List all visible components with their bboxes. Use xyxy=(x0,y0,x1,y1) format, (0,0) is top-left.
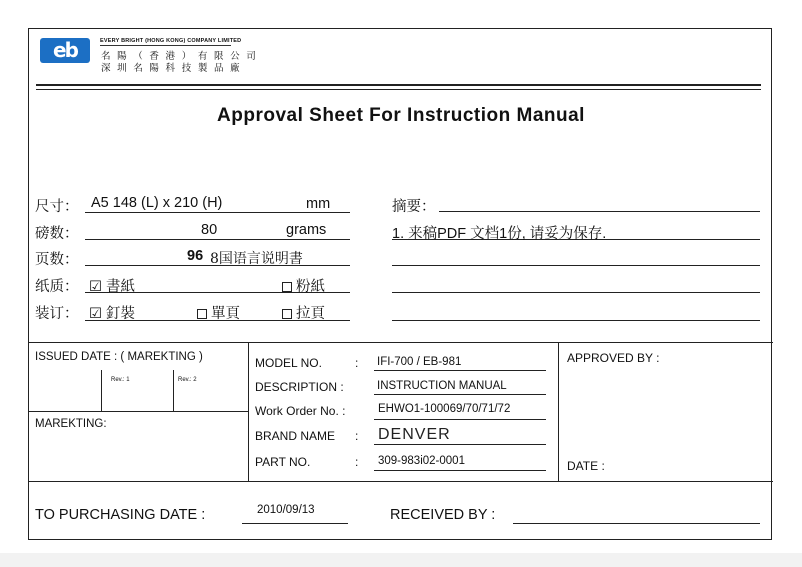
model-underline xyxy=(374,370,546,371)
marketing-label: MAREKTING: xyxy=(35,418,107,430)
brand-name-label: BRAND NAME xyxy=(255,429,336,443)
grid-divider-1 xyxy=(248,342,249,481)
weight-unit: grams xyxy=(286,222,327,238)
work-order-underline xyxy=(374,419,546,420)
approval-sheet xyxy=(28,28,772,540)
issued-date-label: ISSUED DATE : ( MAREKTING ) xyxy=(35,351,203,363)
summary-underline-5 xyxy=(392,320,760,321)
size-label: 尺寸： xyxy=(35,199,79,215)
binding-option-3-label: 拉頁 xyxy=(296,306,325,322)
date-label: DATE : xyxy=(567,459,605,473)
weight-value: 80 xyxy=(201,222,218,238)
rev-1-label: Rev.: 1 xyxy=(111,377,130,383)
purchasing-date-label: TO PURCHASING DATE : xyxy=(35,507,206,523)
checkbox-empty-icon xyxy=(282,282,292,292)
part-no-label: PART NO. xyxy=(255,455,311,469)
company-name-en: EVERY BRIGHT (HONG KONG) COMPANY LIMITED xyxy=(100,38,242,44)
factory-name-cn: 深 圳 名 陽 科 技 製 品 廠 xyxy=(101,63,242,74)
checkbox-empty-icon xyxy=(282,309,292,319)
checkbox-empty-icon xyxy=(197,309,207,319)
brand-name-underline xyxy=(374,444,546,445)
binding-label: 装订： xyxy=(35,306,79,322)
rev-divider-1 xyxy=(101,370,102,411)
model-colon: : xyxy=(355,356,359,370)
checkbox-checked-icon: ☑ xyxy=(89,279,102,295)
binding-option-3 xyxy=(282,302,325,323)
part-no-value: 309-983i02-0001 xyxy=(378,455,465,467)
pages-note: 8国语言说明書 xyxy=(210,251,303,267)
paper-option-1-label: 書紙 xyxy=(106,279,136,295)
size-unit: mm xyxy=(306,196,331,212)
summary-underline-3 xyxy=(392,265,760,266)
paper-option-1 xyxy=(89,275,135,296)
grid-top-border xyxy=(29,342,773,343)
binding-option-1-label: 釘裝 xyxy=(106,306,136,322)
header-rule-thin xyxy=(36,89,761,90)
page-title: Approval Sheet For Instruction Manual xyxy=(217,105,585,126)
summary-underline-1 xyxy=(439,211,760,212)
received-by-label: RECEIVED BY : xyxy=(390,507,496,523)
company-name-divider xyxy=(100,45,231,46)
binding-option-2 xyxy=(197,302,240,323)
checkbox-checked-icon: ☑ xyxy=(89,306,102,322)
description-label: DESCRIPTION : xyxy=(255,380,344,394)
company-logo: eb xyxy=(40,38,90,63)
size-value: A5 148 (L) x 210 (H) xyxy=(91,195,223,211)
model-label: MODEL NO. xyxy=(255,356,322,370)
weight-label: 磅数： xyxy=(35,226,79,242)
page-bottom-strip xyxy=(0,553,802,567)
paper-option-2-label: 粉紙 xyxy=(296,279,325,295)
description-underline xyxy=(374,394,546,395)
grid-bottom-border xyxy=(29,481,773,482)
binding-option-2-label: 單頁 xyxy=(211,306,240,322)
part-no-colon: : xyxy=(355,455,359,469)
work-order-value: EHWO1-100069/70/71/72 xyxy=(378,403,511,415)
rev-divider-2 xyxy=(173,370,174,411)
binding-option-1 xyxy=(89,302,135,323)
weight-underline xyxy=(85,239,350,240)
work-order-label: Work Order No. : xyxy=(255,404,346,418)
grid-divider-2 xyxy=(558,342,559,481)
header-rule-thick xyxy=(36,84,761,86)
paper-label: 纸质： xyxy=(35,279,79,295)
paper-option-2 xyxy=(282,275,325,296)
purchasing-date-value: 2010/09/13 xyxy=(257,504,315,516)
summary-line-1: 1. 来稿PDF 文档1份, 请妥为保存. xyxy=(392,226,607,242)
description-value: INSTRUCTION MANUAL xyxy=(377,380,507,392)
brand-name-colon: : xyxy=(355,429,359,443)
purchasing-date-underline xyxy=(242,523,348,524)
size-underline xyxy=(85,212,350,213)
part-no-underline xyxy=(374,470,546,471)
summary-label: 摘要： xyxy=(392,199,436,215)
brand-name-value: DENVER xyxy=(378,426,451,443)
model-value: IFI-700 / EB-981 xyxy=(377,356,462,368)
rev-2-label: Rev.: 2 xyxy=(178,377,197,383)
pages-value: 96 xyxy=(187,248,204,264)
pages-label: 页数： xyxy=(35,252,79,268)
summary-underline-4 xyxy=(392,292,760,293)
issued-divider xyxy=(29,411,248,412)
approved-by-label: APPROVED BY : xyxy=(567,351,660,365)
received-by-underline xyxy=(513,523,760,524)
company-name-cn: 名 陽 （ 香 港 ） 有 限 公 司 xyxy=(101,51,258,62)
